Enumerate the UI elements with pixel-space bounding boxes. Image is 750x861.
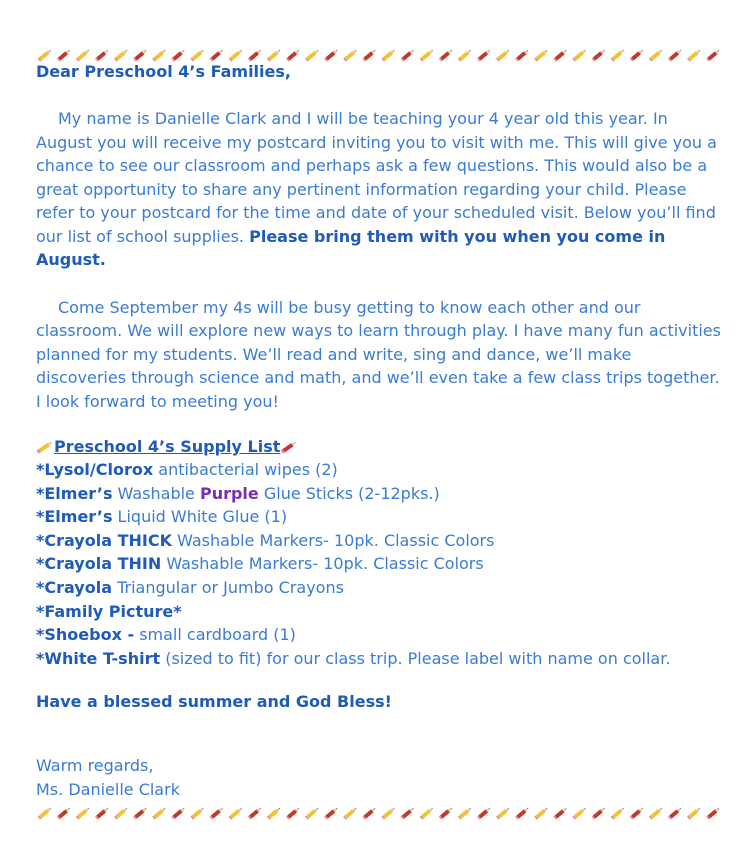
- pencil-icon: [286, 49, 300, 62]
- pencil-icon: [458, 807, 472, 820]
- pencil-icon: [630, 807, 644, 820]
- letter-body: [36, 62, 726, 711]
- list-item: *Crayola THIN Washable Markers- 10pk. Classic Colors: [36, 554, 484, 574]
- pencil-icon: [496, 49, 510, 62]
- pencil-icon: [229, 807, 243, 820]
- pencil-icon: [76, 807, 90, 820]
- pencil-icon: [381, 807, 395, 820]
- pencil-icon: [190, 807, 204, 820]
- pencil-icon: [267, 49, 281, 62]
- pencil-icon: [515, 807, 529, 820]
- list-item: *Crayola THICK Washable Markers- 10pk. Classic Colors: [36, 530, 495, 550]
- pencil-icon: [190, 49, 204, 62]
- pencil-icon: [114, 807, 128, 820]
- pencil-icon: [668, 807, 682, 820]
- signature-block: [36, 754, 180, 802]
- pencil-icon: [343, 807, 357, 820]
- pencil-icon: [706, 49, 720, 62]
- pencil-icon: [687, 49, 701, 62]
- pencil-icon: [496, 807, 510, 820]
- pencil-icon: [171, 49, 185, 62]
- pencil-icon: [38, 49, 52, 62]
- list-item: *Elmer’s Washable Purple Glue Sticks (2-12pks.): [36, 483, 440, 503]
- pencil-icon: [400, 49, 414, 62]
- pencil-icon: [534, 49, 548, 62]
- pencil-icon: [439, 807, 453, 820]
- pencil-icon: [611, 807, 625, 820]
- pencil-icon: [553, 807, 567, 820]
- pencil-icon: [248, 49, 262, 62]
- pencil-icon: [362, 49, 376, 62]
- september-paragraph: [36, 296, 726, 414]
- pencil-icon: [343, 49, 357, 62]
- pencil-icon: [477, 49, 491, 62]
- pencil-icon: [57, 807, 71, 820]
- pencil-icon: [420, 49, 434, 62]
- intro-emphasis: Please bring them with you when you come in August.: [36, 226, 666, 269]
- list-item: *White T-shirt (sized to fit) for our class trip. Please label with name on collar.: [36, 648, 671, 668]
- pencil-icon: [706, 807, 720, 820]
- pencil-icon: [133, 49, 147, 62]
- pencil-icon: [305, 807, 319, 820]
- pencil-icon: [439, 49, 453, 62]
- pencil-icon: [572, 807, 586, 820]
- pencil-icon: [229, 49, 243, 62]
- pencil-icon: [38, 807, 52, 820]
- pencil-icon: [534, 807, 548, 820]
- pencil-icon: [209, 807, 223, 820]
- list-item: *Family Picture*: [36, 601, 182, 621]
- pencil-icon: [515, 49, 529, 62]
- pencil-icon: [76, 49, 90, 62]
- pencil-icon: [133, 807, 147, 820]
- intro-text: My name is Danielle Clark and I will be teaching your 4 year old this year. In August you will receive my postcard inviting you to visit with me. This will give you a chance to see our classroom and perhaps ask a few questions. This would also be a great opportunity to share any pertinent information regarding your child. Please refer to your postcard for the time and date of your scheduled visit. Below you’ll find our list of school supplies.: [36, 109, 717, 246]
- pencil-icon: [286, 807, 300, 820]
- pencil-icon: [324, 49, 338, 62]
- pencil-icon: [649, 807, 663, 820]
- pencil-icon: [630, 49, 644, 62]
- pencil-icon: [209, 49, 223, 62]
- list-item: *Shoebox - small cardboard (1): [36, 625, 296, 645]
- closing-line: Have a blessed summer and God Bless!: [36, 692, 392, 712]
- pencil-icon: [381, 49, 395, 62]
- list-item: *Lysol/Clorox antibacterial wipes (2): [36, 460, 338, 479]
- pencil-icon: [553, 49, 567, 62]
- pencil-icon: [305, 49, 319, 62]
- pencil-icon: [591, 49, 605, 62]
- pencil-icon: [280, 440, 298, 454]
- supply-list-title: Preschool 4’s Supply List: [54, 437, 281, 456]
- pencil-icon: [95, 807, 109, 820]
- greeting: Dear Preschool 4’s Families,: [36, 62, 291, 81]
- signature-name: Ms. Danielle Clark: [36, 780, 180, 799]
- pencil-icon: [400, 807, 414, 820]
- pencil-icon: [95, 49, 109, 62]
- bottom-pencil-border: [36, 802, 724, 824]
- pencil-icon: [649, 49, 663, 62]
- supply-list-heading: [36, 437, 726, 456]
- pencil-icon: [114, 49, 128, 62]
- list-item: *Crayola Triangular or Jumbo Crayons: [36, 577, 344, 597]
- intro-paragraph: [36, 107, 726, 272]
- pencil-icon: [171, 807, 185, 820]
- pencil-icon: [687, 807, 701, 820]
- pencil-icon: [611, 49, 625, 62]
- supply-list: [36, 458, 726, 670]
- pencil-icon: [57, 49, 71, 62]
- regards-text: Warm regards,: [36, 756, 154, 775]
- pencil-icon: [477, 807, 491, 820]
- pencil-icon: [152, 807, 166, 820]
- pencil-icon: [591, 807, 605, 820]
- pencil-icon: [362, 807, 376, 820]
- pencil-border-icon: [36, 802, 724, 824]
- pencil-icon: [36, 440, 54, 454]
- list-item: *Elmer’s Liquid White Glue (1): [36, 507, 288, 527]
- pencil-icon: [668, 49, 682, 62]
- september-text: Come September my 4s will be busy getting to know each other and our classroom. We will explore new ways to learn through play. I have many fun activities planned for my students. We’ll read and write, sing and dance, we’ll make discoveries through science and math, and we’ll even take a few class trips together. I look forward to meeting you!: [36, 297, 721, 411]
- pencil-icon: [572, 49, 586, 62]
- pencil-icon: [458, 49, 472, 62]
- pencil-icon: [324, 807, 338, 820]
- pencil-icon: [420, 807, 434, 820]
- pencil-icon: [267, 807, 281, 820]
- pencil-icon: [152, 49, 166, 62]
- pencil-icon: [248, 807, 262, 820]
